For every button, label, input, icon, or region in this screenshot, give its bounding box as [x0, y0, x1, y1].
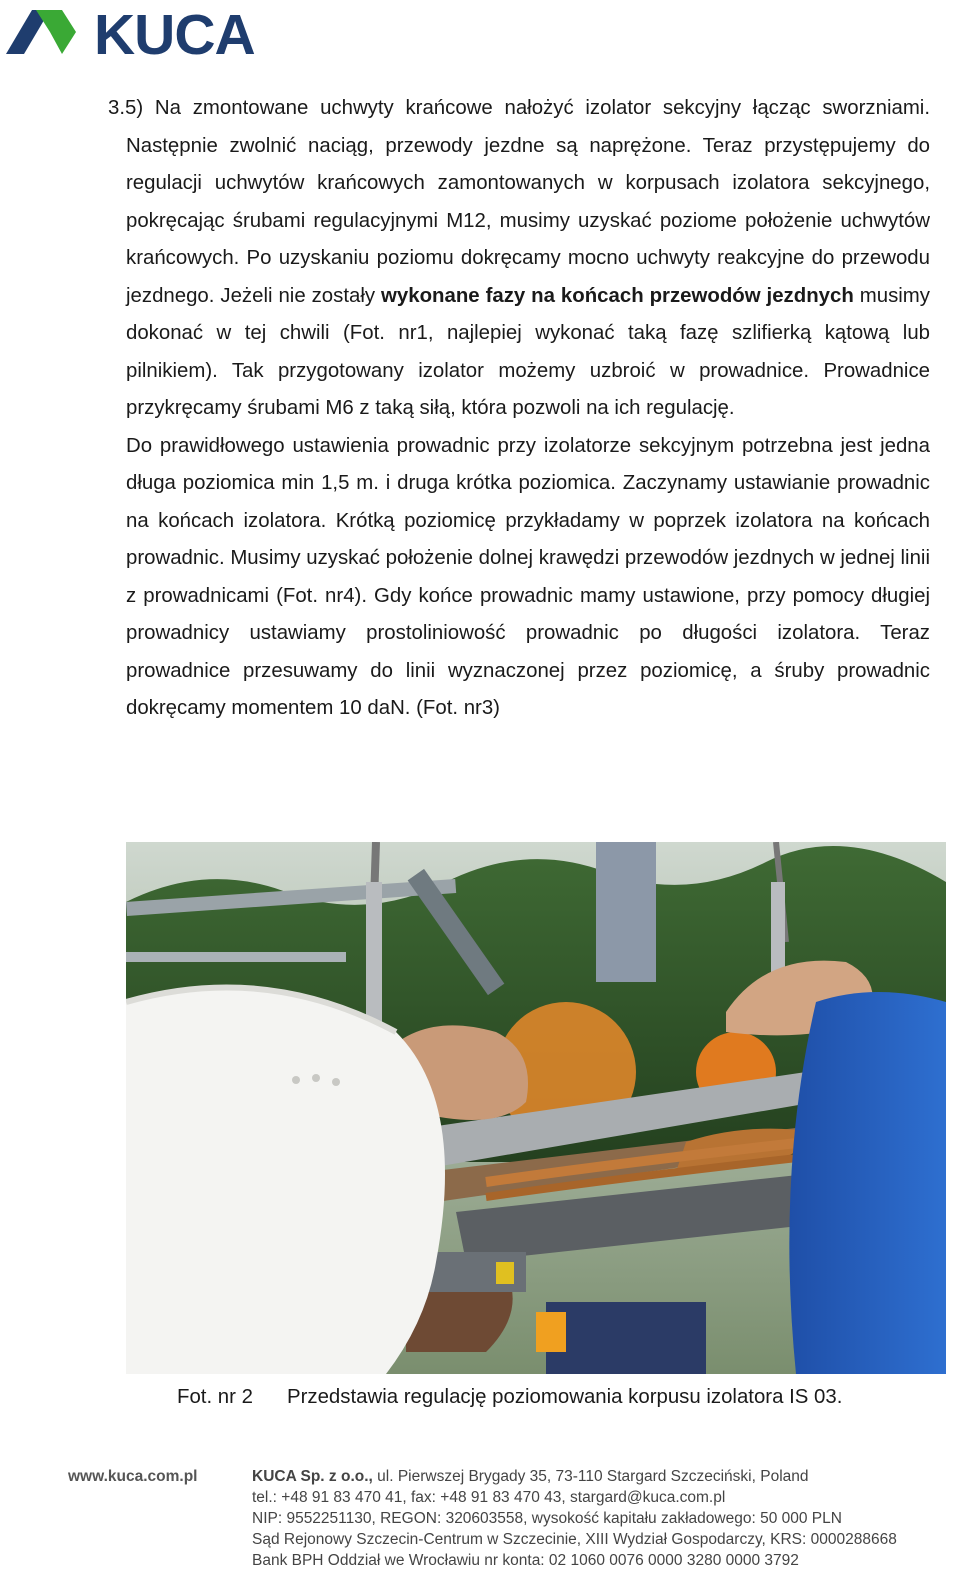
para1-text-a: 3.5) Na zmontowane uchwyty krańcowe nałożyć izolator sekcyjny łącząc sworzniami. Następnie zwolnić naciąg, przewody jezdne są naprężone. Teraz przystępujemy do regulacji uchwytów krańcowych zamontowanych w korpusach izolatora sekcyjnego, pokręcając śrubami regulacyjnymi M12, musimy uzyskać poziome położenie uchwytów krańcowych. Po uzyskaniu poziomu dokręcamy mocno uchwyty reakcyjne do przewodu jezdnego. Jeżeli nie zostały	[108, 97, 930, 307]
figure-caption-number: Fot. nr 2	[177, 1386, 253, 1408]
para1-text-b: musimy dokonać w tej chwili (Fot. nr1, najlepiej wykonać taką fazę szlifierką kątową lub pilnikiem). Tak przygotowany izolator możemy uzbroić w prowadnice. Prowadnice przykręcamy śrubami M6 z taką siłą, która pozwoli na ich regulację.	[126, 284, 930, 419]
footer-court: Sąd Rejonowy Szczecin-Centrum w Szczecinie, XIII Wydział Gospodarczy, KRS: 0000288668	[252, 1531, 897, 1548]
logo-mark-icon	[6, 4, 90, 60]
company-logo	[6, 3, 256, 67]
logo-wordmark: KUCA	[94, 3, 255, 67]
footer-contact: tel.: +48 91 83 470 41, fax: +48 91 83 470 43, stargard@kuca.com.pl	[252, 1489, 726, 1506]
para1-bold-text: wykonane fazy na końcach przewodów jezdnych	[381, 284, 854, 307]
footer-bank: Bank BPH Oddział we Wrocławiu nr konta: 02 1060 0076 0000 3280 0000 3792	[252, 1552, 799, 1569]
footer-address-line	[252, 1466, 952, 1487]
instructions-text	[108, 90, 930, 728]
footer-company-name: KUCA Sp. z o.o.,	[252, 1468, 373, 1485]
photo-insulator-leveling	[126, 842, 946, 1374]
paragraph-step-3-5	[108, 90, 930, 428]
footer-address: ul. Pierwszej Brygady 35, 73-110 Stargard Szczeciński, Poland	[372, 1468, 809, 1485]
footer-company-details	[252, 1466, 952, 1571]
figure-caption-text: Przedstawia regulację poziomowania korpusu izolatora IS 03.	[287, 1386, 843, 1408]
footer-registry: NIP: 9552251130, REGON: 320603558, wysokość kapitału zakładowego: 50 000 PLN	[252, 1510, 842, 1527]
footer-website: www.kuca.com.pl	[68, 1468, 198, 1485]
paragraph-leveling: Do prawidłowego ustawienia prowadnic przy izolatorze sekcyjnym potrzebna jest jedna długa poziomica min 1,5 m. i druga krótka poziomica. Zaczynamy ustawianie prowadnic na końcach izolatora. Krótką poziomicę przykładamy w poprzek izolatora na końcach prowadnic. Musimy uzyskać położenie dolnej krawędzi przewodów jezdnych w jednej linii z prowadnicami (Fot. nr4). Gdy końce prowadnic mamy ustawione, przy pomocy długiej prowadnicy ustawiamy prostoliniowość prowadnic po długości izolatora. Teraz prowadnice przesuwamy do linii wyznaczonej przez poziomicę, a śruby prowadnic dokręcamy momentem 10 daN. (Fot. nr3)	[126, 434, 930, 719]
